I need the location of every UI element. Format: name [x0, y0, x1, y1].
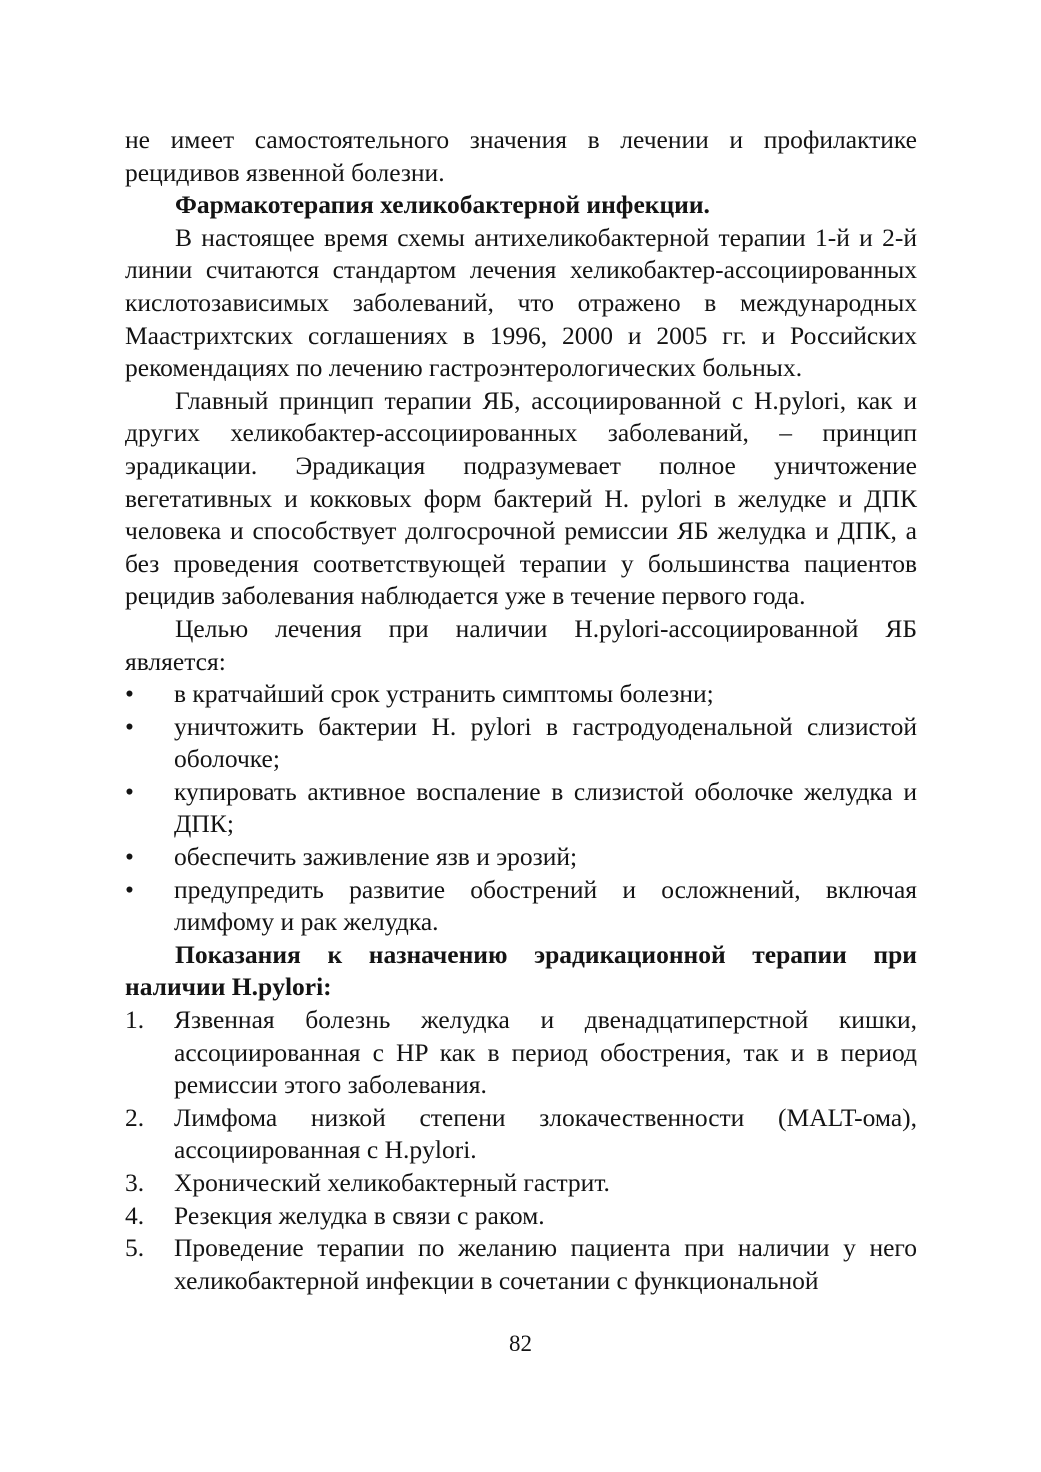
- list-item: [125, 1004, 917, 1102]
- list-item-text: Лимфома низкой степени злокачественности (MALT-ома), ассоциированная с H.pylori.: [174, 1102, 917, 1165]
- bullet-marker: •: [125, 842, 134, 872]
- bullet-marker: •: [125, 679, 134, 709]
- list-item-text: Проведение терапии по желанию пациента при наличии у него хеликобактерной инфекции в сочетании с функциональной: [174, 1233, 917, 1295]
- list-item-text: Резекция желудка в связи с раком.: [174, 1200, 545, 1230]
- list-item: [125, 1102, 917, 1167]
- page-body: [125, 124, 917, 1297]
- section-heading-indications: Показания к назначению эрадикационной терапии при наличии H.pylori:: [125, 939, 917, 1002]
- treatment-goals-list: [125, 678, 917, 939]
- bullet-marker: •: [125, 776, 134, 806]
- list-item: [125, 841, 917, 874]
- list-number: 2.: [125, 1102, 145, 1132]
- paragraph-continuation: не имеет самостоятельного значения в лечении и профилактике рецидивов язвенной болезни.: [125, 125, 917, 187]
- list-item: [125, 1232, 917, 1297]
- list-number: 3.: [125, 1168, 145, 1197]
- list-item-text: в кратчайший срок устранить симптомы болезни;: [174, 679, 714, 709]
- bullet-marker: •: [125, 711, 134, 741]
- paragraph-treatment-goal-intro: Целью лечения при наличии H.pylori-ассоциированной ЯБ является:: [125, 613, 917, 676]
- list-item: [125, 1167, 917, 1200]
- section-heading-pharmacotherapy: Фармакотерапия хеликобактерной инфекции.: [175, 190, 710, 220]
- paragraph-eradication-principle: Главный принцип терапии ЯБ, ассоциированной с H.pylori, как и других хеликобактер-ассоциированных заболеваний, – принцип эрадикации. Эрадикация подразумевает полное уничтожение вегетативных и кокковых форм бактерий H. pylori в желудке и ДПК человека и способствует долгосрочной ремиссии ЯБ желудка и ДПК, а без проведения соответствующей терапии у большинства пациентов рецидив заболевания наблюдается уже в течение первого года.: [125, 385, 917, 611]
- page-number: 82: [509, 1331, 532, 1356]
- list-number: 5.: [125, 1233, 145, 1263]
- bullet-marker: •: [125, 874, 134, 904]
- list-item-text: предупредить развитие обострений и осложнений, включая лимфому и рак желудка.: [174, 874, 917, 937]
- indications-list: [125, 1004, 917, 1297]
- list-number: 1.: [125, 1005, 145, 1035]
- list-item: [125, 874, 917, 939]
- list-item: [125, 711, 917, 776]
- paragraph-therapy-schemes: В настоящее время схемы антихеликобактерной терапии 1-й и 2-й линии считаются стандартом лечения хеликобактер-ассоциированных кислотозависимых заболеваний, что отражено в международных Маастрихтских соглашениях в 1996, 2000 и 2005 гг. и Российских рекомендациях по лечению гастроэнтерологических больных.: [125, 222, 917, 383]
- list-item: [125, 678, 917, 711]
- list-item-text: Хронический хеликобактерный гастрит.: [174, 1168, 610, 1197]
- list-item-text: Язвенная болезнь желудка и двенадцатиперстной кишки, ассоциированная с HP как в период обострения, так и в период ремиссии этого заболевания.: [174, 1005, 917, 1100]
- list-item: [125, 776, 917, 841]
- list-item-text: обеспечить заживление язв и эрозий;: [174, 842, 578, 872]
- list-item: [125, 1200, 917, 1233]
- list-item-text: купировать активное воспаление в слизистой оболочке желудка и ДПК;: [174, 776, 917, 839]
- list-number: 4.: [125, 1200, 145, 1230]
- list-item-text: уничтожить бактерии H. pylori в гастродуоденальной слизистой оболочке;: [174, 711, 917, 774]
